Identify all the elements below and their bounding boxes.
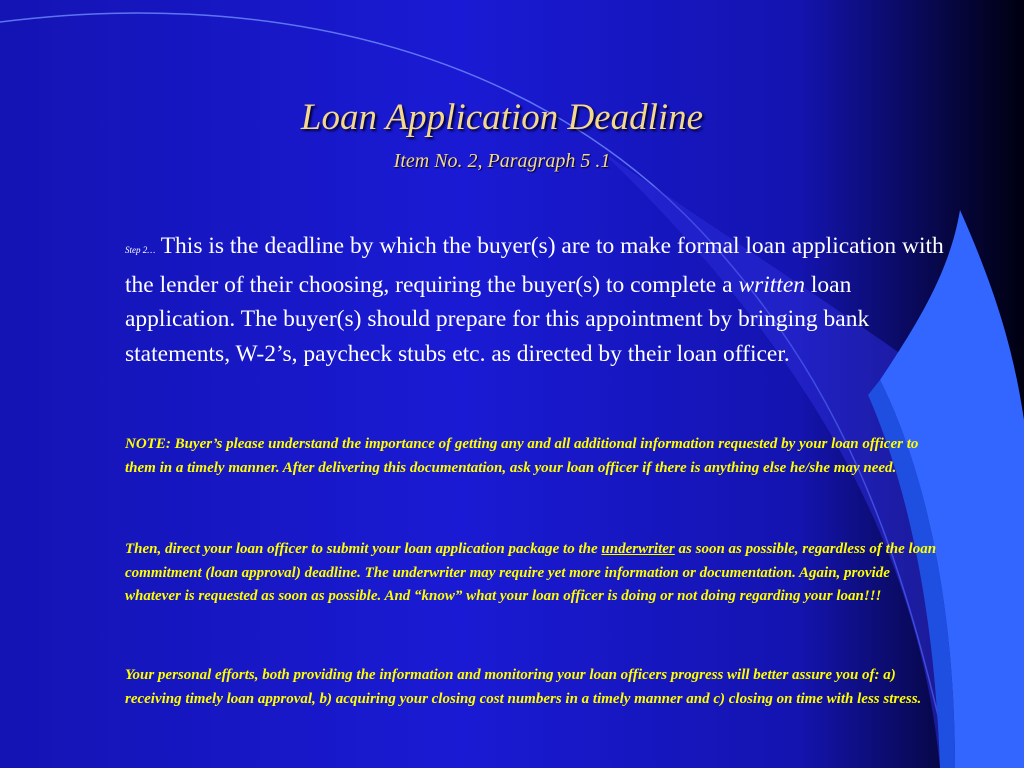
note-paragraph: NOTE: Buyer’s please understand the importance of getting any and all additional information requested by your loan officer to them in a timely manner. After delivering this documentation, ask your loan officer if there is anything else he/she may need. bbox=[125, 436, 919, 476]
underwriter-paragraph bbox=[125, 538, 945, 609]
underwriter-link[interactable]: underwriter bbox=[601, 541, 675, 557]
underwriter-paragraph-after: as soon as possible, regardless of the loan commitment (loan approval) deadline. The underwriter may require yet more information or documentation. Again, provide whatever is requested as soon as possible. And “know” what your loan officer is doing or not doing regarding your loan!!! bbox=[125, 541, 937, 605]
personal-efforts-paragraph: Your personal efforts, both providing the information and monitoring your loan officers progress will better assure you of: a) receiving timely loan approval, b) acquiring your closing cost numbers in a timely manner and c) closing on time with less stress. bbox=[125, 667, 922, 707]
step-label: Step 2… bbox=[125, 245, 156, 255]
underwriter-paragraph-before: Then, direct your loan officer to submit your loan application package to the bbox=[125, 541, 602, 557]
main-paragraph bbox=[125, 229, 945, 371]
main-paragraph-emphasis: written bbox=[738, 271, 806, 298]
slide-title: Loan Application Deadline bbox=[300, 97, 704, 138]
main-paragraph-part1: This is the deadline by which the buyer(s) are to make formal loan application with the lender of their choosing, requiring the buyer(s) to complete a bbox=[125, 233, 944, 298]
main-paragraph-part2: loan application. The buyer(s) should prepare for this appointment by bringing bank statements, W-2’s, paycheck stubs etc. as directed by their loan officer. bbox=[125, 271, 870, 367]
slide-subtitle: Item No. 2, Paragraph 5 .1 bbox=[393, 150, 611, 172]
